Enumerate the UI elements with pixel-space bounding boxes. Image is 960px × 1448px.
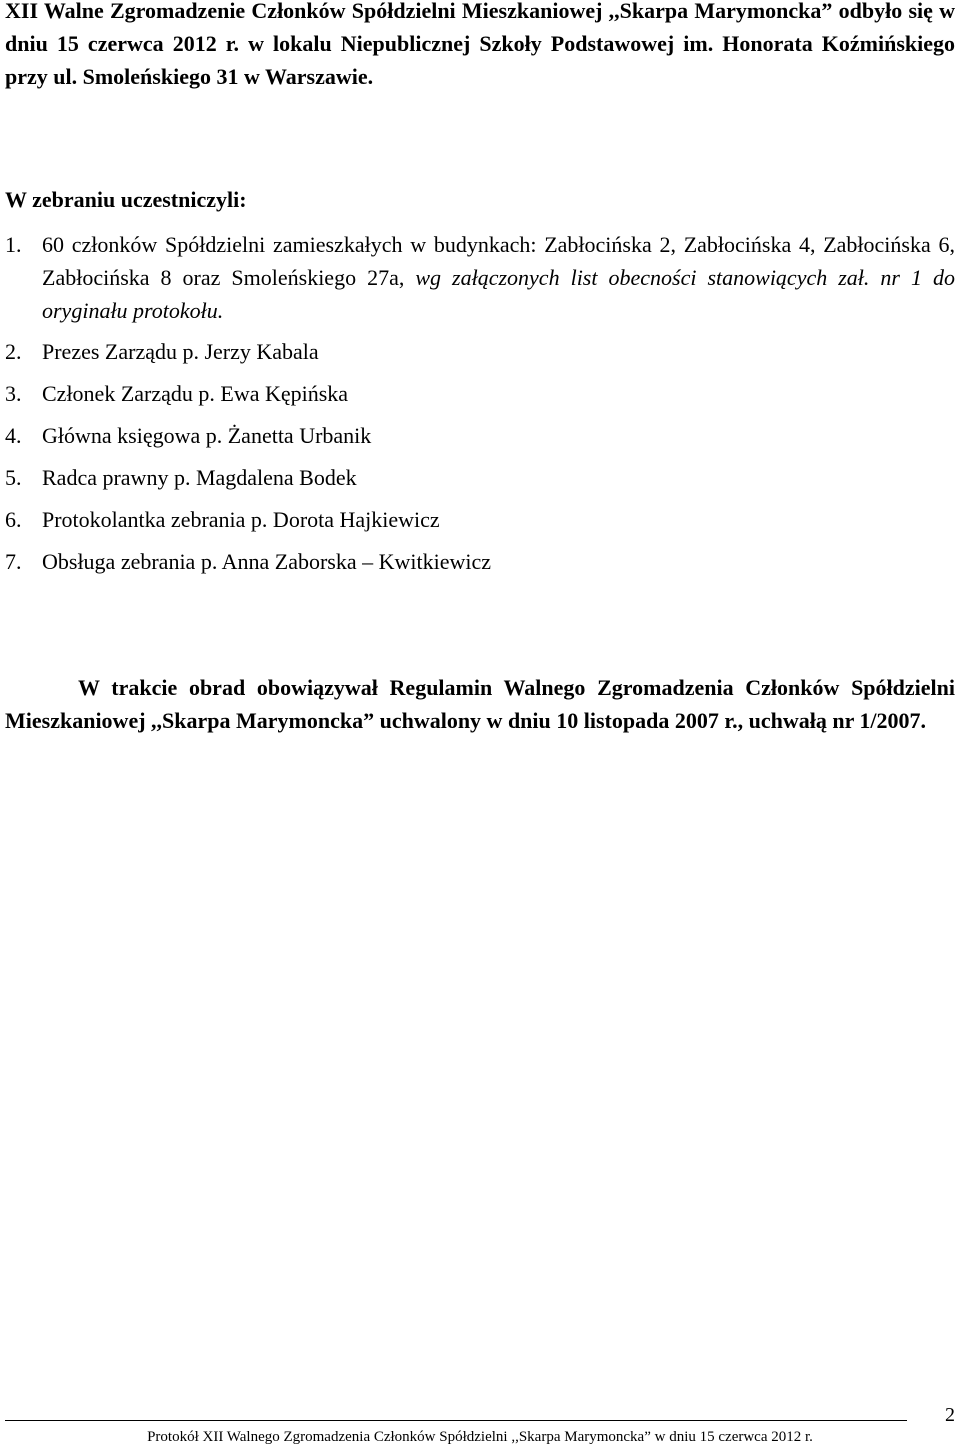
list-item-text: Obsługa zebrania p. Anna Zaborska – Kwitkiewicz: [42, 549, 492, 574]
list-item: [5, 457, 955, 499]
list-item-text: Członek Zarządu p. Ewa Kępińska: [42, 381, 349, 406]
list-item-number: 1.: [5, 232, 22, 257]
list-item-number: 3.: [5, 381, 22, 406]
footer-text: Protokół XII Walnego Zgromadzenia Członków Spółdzielni ,,Skarpa Marymoncka” w dniu 15 czerwca 2012 r.: [147, 1429, 813, 1445]
list-item-text: [42, 224, 955, 331]
list-item-number: 4.: [5, 423, 22, 448]
list-item-text: Prezes Zarządu p. Jerzy Kabala: [42, 339, 319, 364]
list-item-text: Protokolantka zebrania p. Dorota Hajkiewicz: [42, 507, 440, 532]
list-item-text: Główna księgowa p. Żanetta Urbanik: [42, 423, 372, 448]
participants-list: [5, 224, 955, 583]
list-item: [5, 541, 955, 583]
list-item-text: Radca prawny p. Magdalena Bodek: [42, 465, 357, 490]
list-item: [5, 373, 955, 415]
list-item: [5, 499, 955, 541]
list-item-number: 6.: [5, 507, 22, 532]
participants-heading: W zebraniu uczestniczyli:: [5, 187, 247, 212]
list-item-number: 2.: [5, 339, 22, 364]
page-number: 2: [945, 1404, 955, 1426]
list-item-plain-text: 60 członków Spółdzielni zamieszkałych w budynkach: Zabłocińska 2, Zabłocińska 4, Zabłocińska 6, Zabłocińska 8 oraz Smoleńskiego 27a,: [42, 232, 955, 290]
list-item-number: 5.: [5, 465, 22, 490]
list-item-number: 7.: [5, 549, 22, 574]
footer-divider: [5, 1420, 907, 1421]
list-item-italic-text: wg załączonych list obecności stanowiących zał. nr 1 do oryginału protokołu.: [42, 265, 955, 323]
list-item: [5, 331, 955, 373]
list-item: [5, 224, 955, 331]
rules-statement-text: W trakcie obrad obowiązywał Regulamin Walnego Zgromadzenia Członków Spółdzielni Mieszkaniowej ,,Skarpa Marymoncka” uchwalony w dniu 10 listopada 2007 r., uchwałą nr 1/2007.: [5, 675, 955, 733]
rules-statement: [5, 671, 955, 737]
list-item: [5, 415, 955, 457]
intro-paragraph: XII Walne Zgromadzenie Członków Spółdzielni Mieszkaniowej ,,Skarpa Marymoncka” odbyło się w dniu 15 czerwca 2012 r. w lokalu Niepublicznej Szkoły Podstawowej im. Honorata Koźmińskiego przy ul. Smoleńskiego 31 w Warszawie.: [5, 0, 955, 89]
